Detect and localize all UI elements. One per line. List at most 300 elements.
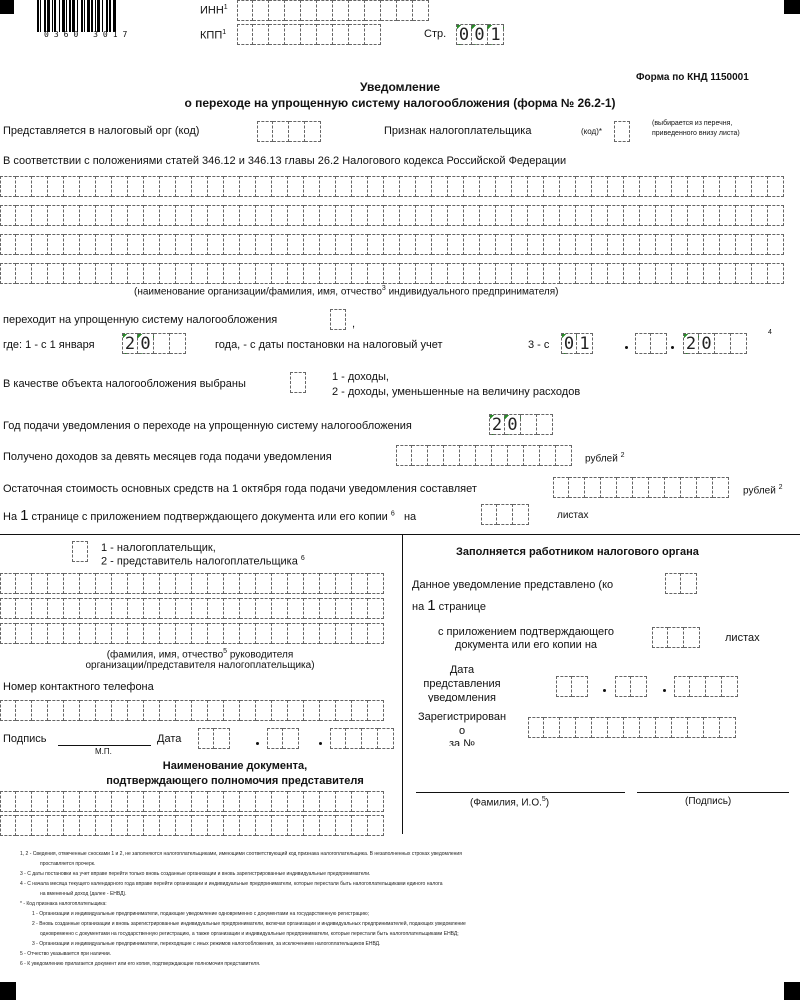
char-cell[interactable] bbox=[496, 234, 512, 255]
char-cell[interactable] bbox=[640, 263, 656, 284]
char-cell[interactable] bbox=[272, 263, 288, 284]
char-cell[interactable] bbox=[80, 234, 96, 255]
page-number-field[interactable] bbox=[456, 24, 504, 45]
char-cell[interactable] bbox=[0, 623, 16, 644]
char-cell[interactable] bbox=[544, 176, 560, 197]
char-cell[interactable] bbox=[688, 176, 704, 197]
representative-option-field[interactable] bbox=[72, 541, 88, 562]
char-cell[interactable] bbox=[128, 234, 144, 255]
char-cell[interactable] bbox=[64, 573, 80, 594]
char-cell[interactable] bbox=[416, 176, 432, 197]
transition-option-field[interactable] bbox=[330, 309, 346, 330]
grid-row[interactable] bbox=[0, 205, 784, 226]
char-cell[interactable] bbox=[304, 598, 320, 619]
char-cell[interactable] bbox=[96, 234, 112, 255]
char-cell[interactable] bbox=[240, 598, 256, 619]
char-cell[interactable] bbox=[64, 598, 80, 619]
char-cell[interactable] bbox=[672, 176, 688, 197]
char-cell[interactable] bbox=[32, 573, 48, 594]
char-cell[interactable] bbox=[0, 700, 16, 721]
char-cell[interactable] bbox=[0, 598, 16, 619]
char-cell[interactable] bbox=[128, 176, 144, 197]
char-cell[interactable] bbox=[320, 263, 336, 284]
char-cell[interactable] bbox=[112, 791, 128, 812]
char-cell[interactable] bbox=[0, 573, 16, 594]
char-cell[interactable] bbox=[624, 234, 640, 255]
char-cell[interactable] bbox=[80, 623, 96, 644]
char-cell[interactable] bbox=[112, 700, 128, 721]
char-cell[interactable] bbox=[368, 598, 384, 619]
char-cell[interactable] bbox=[0, 205, 16, 226]
char-cell[interactable] bbox=[208, 700, 224, 721]
char-cell[interactable] bbox=[64, 176, 80, 197]
char-cell[interactable] bbox=[704, 205, 720, 226]
char-cell[interactable] bbox=[160, 176, 176, 197]
char-cell[interactable] bbox=[640, 176, 656, 197]
char-cell[interactable] bbox=[96, 176, 112, 197]
date-year-field[interactable] bbox=[683, 333, 747, 354]
char-cell[interactable] bbox=[400, 263, 416, 284]
char-cell[interactable] bbox=[736, 234, 752, 255]
char-cell[interactable] bbox=[144, 263, 160, 284]
char-cell[interactable] bbox=[720, 176, 736, 197]
right-date-day-field[interactable] bbox=[556, 676, 588, 697]
char-cell[interactable] bbox=[352, 815, 368, 836]
char-cell[interactable] bbox=[176, 234, 192, 255]
char-cell[interactable] bbox=[160, 700, 176, 721]
char-cell[interactable] bbox=[32, 623, 48, 644]
char-cell[interactable] bbox=[32, 598, 48, 619]
jan-year-field[interactable] bbox=[122, 333, 186, 354]
char-cell[interactable] bbox=[112, 263, 128, 284]
grid-row[interactable] bbox=[0, 263, 784, 284]
char-cell[interactable] bbox=[192, 263, 208, 284]
char-cell[interactable] bbox=[48, 234, 64, 255]
char-cell[interactable] bbox=[736, 176, 752, 197]
char-cell[interactable] bbox=[464, 205, 480, 226]
char-cell[interactable] bbox=[48, 205, 64, 226]
char-cell[interactable] bbox=[32, 205, 48, 226]
char-cell[interactable] bbox=[672, 263, 688, 284]
char-cell[interactable] bbox=[496, 263, 512, 284]
char-cell[interactable] bbox=[352, 205, 368, 226]
char-cell[interactable] bbox=[160, 205, 176, 226]
char-cell[interactable] bbox=[192, 791, 208, 812]
char-cell[interactable] bbox=[736, 263, 752, 284]
char-cell[interactable] bbox=[656, 234, 672, 255]
char-cell[interactable] bbox=[288, 700, 304, 721]
char-cell[interactable] bbox=[256, 815, 272, 836]
char-cell[interactable] bbox=[16, 598, 32, 619]
char-cell[interactable] bbox=[256, 598, 272, 619]
char-cell[interactable] bbox=[192, 815, 208, 836]
char-cell[interactable] bbox=[368, 234, 384, 255]
char-cell[interactable] bbox=[16, 263, 32, 284]
kpp-field[interactable] bbox=[237, 24, 381, 45]
char-cell[interactable] bbox=[144, 598, 160, 619]
char-cell[interactable] bbox=[416, 205, 432, 226]
char-cell[interactable] bbox=[224, 815, 240, 836]
char-cell[interactable] bbox=[64, 700, 80, 721]
char-cell[interactable] bbox=[320, 598, 336, 619]
char-cell[interactable] bbox=[272, 623, 288, 644]
char-cell[interactable] bbox=[0, 234, 16, 255]
char-cell[interactable] bbox=[256, 791, 272, 812]
char-cell[interactable] bbox=[304, 791, 320, 812]
char-cell[interactable] bbox=[416, 234, 432, 255]
grid-row[interactable] bbox=[0, 176, 784, 197]
char-cell[interactable] bbox=[464, 234, 480, 255]
char-cell[interactable] bbox=[288, 176, 304, 197]
char-cell[interactable] bbox=[176, 263, 192, 284]
char-cell[interactable] bbox=[0, 815, 16, 836]
tax-authority-code-field[interactable] bbox=[257, 121, 321, 142]
char-cell[interactable] bbox=[256, 623, 272, 644]
char-cell[interactable] bbox=[112, 815, 128, 836]
char-cell[interactable] bbox=[608, 234, 624, 255]
char-cell[interactable] bbox=[144, 205, 160, 226]
char-cell[interactable] bbox=[128, 263, 144, 284]
char-cell[interactable] bbox=[288, 205, 304, 226]
char-cell[interactable] bbox=[400, 234, 416, 255]
char-cell[interactable] bbox=[160, 623, 176, 644]
char-cell[interactable] bbox=[752, 263, 768, 284]
registration-number-field[interactable] bbox=[528, 717, 736, 738]
char-cell[interactable] bbox=[48, 598, 64, 619]
char-cell[interactable] bbox=[240, 623, 256, 644]
officer-sign-line[interactable] bbox=[637, 792, 789, 793]
char-cell[interactable] bbox=[304, 573, 320, 594]
char-cell[interactable] bbox=[608, 205, 624, 226]
char-cell[interactable] bbox=[544, 263, 560, 284]
char-cell[interactable] bbox=[320, 791, 336, 812]
char-cell[interactable] bbox=[320, 700, 336, 721]
char-cell[interactable] bbox=[352, 598, 368, 619]
char-cell[interactable] bbox=[112, 234, 128, 255]
char-cell[interactable] bbox=[64, 623, 80, 644]
char-cell[interactable] bbox=[16, 573, 32, 594]
char-cell[interactable] bbox=[32, 815, 48, 836]
char-cell[interactable] bbox=[368, 815, 384, 836]
char-cell[interactable] bbox=[336, 700, 352, 721]
char-cell[interactable] bbox=[224, 623, 240, 644]
char-cell[interactable] bbox=[160, 263, 176, 284]
char-cell[interactable] bbox=[352, 623, 368, 644]
char-cell[interactable] bbox=[240, 176, 256, 197]
char-cell[interactable] bbox=[192, 623, 208, 644]
char-cell[interactable] bbox=[560, 176, 576, 197]
char-cell[interactable] bbox=[128, 623, 144, 644]
char-cell[interactable] bbox=[208, 234, 224, 255]
char-cell[interactable] bbox=[64, 263, 80, 284]
char-cell[interactable] bbox=[336, 205, 352, 226]
char-cell[interactable] bbox=[288, 573, 304, 594]
char-cell[interactable] bbox=[176, 573, 192, 594]
char-cell[interactable] bbox=[752, 176, 768, 197]
char-cell[interactable] bbox=[80, 700, 96, 721]
char-cell[interactable] bbox=[272, 573, 288, 594]
char-cell[interactable] bbox=[336, 815, 352, 836]
char-cell[interactable] bbox=[368, 623, 384, 644]
char-cell[interactable] bbox=[768, 176, 784, 197]
char-cell[interactable] bbox=[208, 623, 224, 644]
char-cell[interactable] bbox=[512, 205, 528, 226]
char-cell[interactable] bbox=[768, 205, 784, 226]
char-cell[interactable] bbox=[80, 205, 96, 226]
signature-line[interactable] bbox=[58, 745, 151, 746]
char-cell[interactable] bbox=[64, 815, 80, 836]
left-date-day-field[interactable] bbox=[198, 728, 230, 749]
char-cell[interactable] bbox=[384, 263, 400, 284]
char-cell[interactable] bbox=[384, 205, 400, 226]
char-cell[interactable] bbox=[720, 234, 736, 255]
income-field[interactable] bbox=[396, 445, 572, 466]
char-cell[interactable] bbox=[624, 205, 640, 226]
char-cell[interactable] bbox=[144, 815, 160, 836]
object-option-field[interactable] bbox=[290, 372, 306, 393]
char-cell[interactable] bbox=[176, 623, 192, 644]
char-cell[interactable] bbox=[128, 815, 144, 836]
char-cell[interactable] bbox=[624, 176, 640, 197]
char-cell[interactable] bbox=[352, 573, 368, 594]
char-cell[interactable] bbox=[352, 791, 368, 812]
char-cell[interactable] bbox=[592, 205, 608, 226]
char-cell[interactable] bbox=[320, 176, 336, 197]
char-cell[interactable] bbox=[224, 176, 240, 197]
inn-field[interactable] bbox=[237, 0, 429, 21]
char-cell[interactable] bbox=[80, 598, 96, 619]
char-cell[interactable] bbox=[416, 263, 432, 284]
char-cell[interactable] bbox=[192, 205, 208, 226]
char-cell[interactable] bbox=[336, 791, 352, 812]
char-cell[interactable] bbox=[528, 263, 544, 284]
char-cell[interactable] bbox=[224, 263, 240, 284]
char-cell[interactable] bbox=[288, 815, 304, 836]
char-cell[interactable] bbox=[336, 623, 352, 644]
char-cell[interactable] bbox=[304, 623, 320, 644]
char-cell[interactable] bbox=[272, 598, 288, 619]
char-cell[interactable] bbox=[192, 700, 208, 721]
char-cell[interactable] bbox=[656, 176, 672, 197]
char-cell[interactable] bbox=[16, 815, 32, 836]
char-cell[interactable] bbox=[96, 815, 112, 836]
char-cell[interactable] bbox=[192, 234, 208, 255]
char-cell[interactable] bbox=[224, 700, 240, 721]
char-cell[interactable] bbox=[64, 234, 80, 255]
char-cell[interactable] bbox=[144, 623, 160, 644]
char-cell[interactable] bbox=[544, 234, 560, 255]
char-cell[interactable] bbox=[48, 623, 64, 644]
char-cell[interactable] bbox=[288, 234, 304, 255]
char-cell[interactable] bbox=[592, 263, 608, 284]
char-cell[interactable] bbox=[496, 205, 512, 226]
char-cell[interactable] bbox=[336, 234, 352, 255]
char-cell[interactable] bbox=[48, 263, 64, 284]
char-cell[interactable] bbox=[96, 791, 112, 812]
char-cell[interactable] bbox=[480, 234, 496, 255]
char-cell[interactable] bbox=[80, 815, 96, 836]
char-cell[interactable] bbox=[16, 700, 32, 721]
char-cell[interactable] bbox=[32, 176, 48, 197]
char-cell[interactable] bbox=[160, 791, 176, 812]
char-cell[interactable] bbox=[304, 700, 320, 721]
char-cell[interactable] bbox=[48, 176, 64, 197]
char-cell[interactable] bbox=[240, 234, 256, 255]
char-cell[interactable] bbox=[112, 598, 128, 619]
char-cell[interactable] bbox=[16, 791, 32, 812]
char-cell[interactable] bbox=[96, 573, 112, 594]
grid-row[interactable] bbox=[0, 234, 784, 255]
char-cell[interactable] bbox=[272, 815, 288, 836]
char-cell[interactable] bbox=[176, 815, 192, 836]
char-cell[interactable] bbox=[48, 815, 64, 836]
char-cell[interactable] bbox=[448, 205, 464, 226]
char-cell[interactable] bbox=[336, 263, 352, 284]
char-cell[interactable] bbox=[688, 205, 704, 226]
char-cell[interactable] bbox=[448, 263, 464, 284]
char-cell[interactable] bbox=[144, 176, 160, 197]
left-date-month-field[interactable] bbox=[267, 728, 299, 749]
char-cell[interactable] bbox=[624, 263, 640, 284]
notice-year-field[interactable] bbox=[489, 414, 553, 435]
char-cell[interactable] bbox=[208, 205, 224, 226]
char-cell[interactable] bbox=[352, 176, 368, 197]
char-cell[interactable] bbox=[144, 791, 160, 812]
char-cell[interactable] bbox=[608, 263, 624, 284]
char-cell[interactable] bbox=[176, 598, 192, 619]
char-cell[interactable] bbox=[320, 205, 336, 226]
right-date-month-field[interactable] bbox=[615, 676, 647, 697]
char-cell[interactable] bbox=[320, 623, 336, 644]
char-cell[interactable] bbox=[528, 176, 544, 197]
char-cell[interactable] bbox=[608, 176, 624, 197]
char-cell[interactable] bbox=[704, 176, 720, 197]
char-cell[interactable] bbox=[320, 234, 336, 255]
char-cell[interactable] bbox=[336, 598, 352, 619]
char-cell[interactable] bbox=[592, 234, 608, 255]
char-cell[interactable] bbox=[480, 263, 496, 284]
char-cell[interactable] bbox=[272, 176, 288, 197]
char-cell[interactable] bbox=[0, 791, 16, 812]
char-cell[interactable] bbox=[592, 176, 608, 197]
pages-sheets-field[interactable] bbox=[481, 504, 529, 525]
char-cell[interactable] bbox=[128, 791, 144, 812]
char-cell[interactable] bbox=[128, 598, 144, 619]
char-cell[interactable] bbox=[304, 234, 320, 255]
char-cell[interactable] bbox=[208, 791, 224, 812]
char-cell[interactable] bbox=[576, 263, 592, 284]
char-cell[interactable] bbox=[96, 205, 112, 226]
char-cell[interactable] bbox=[144, 234, 160, 255]
char-cell[interactable] bbox=[192, 598, 208, 619]
char-cell[interactable] bbox=[496, 176, 512, 197]
char-cell[interactable] bbox=[272, 791, 288, 812]
char-cell[interactable] bbox=[208, 263, 224, 284]
char-cell[interactable] bbox=[256, 263, 272, 284]
char-cell[interactable] bbox=[432, 205, 448, 226]
char-cell[interactable] bbox=[224, 791, 240, 812]
date-day-field[interactable] bbox=[561, 333, 593, 354]
char-cell[interactable] bbox=[688, 263, 704, 284]
char-cell[interactable] bbox=[304, 205, 320, 226]
grid-row[interactable] bbox=[0, 791, 384, 812]
char-cell[interactable] bbox=[224, 205, 240, 226]
char-cell[interactable] bbox=[176, 700, 192, 721]
char-cell[interactable] bbox=[128, 205, 144, 226]
char-cell[interactable] bbox=[48, 573, 64, 594]
submitted-code-field[interactable] bbox=[665, 573, 697, 594]
officer-name-line[interactable] bbox=[416, 792, 625, 793]
char-cell[interactable] bbox=[288, 598, 304, 619]
char-cell[interactable] bbox=[240, 815, 256, 836]
char-cell[interactable] bbox=[288, 263, 304, 284]
char-cell[interactable] bbox=[768, 263, 784, 284]
char-cell[interactable] bbox=[16, 176, 32, 197]
grid-row[interactable] bbox=[0, 573, 384, 594]
assets-field[interactable] bbox=[553, 477, 729, 498]
char-cell[interactable] bbox=[560, 205, 576, 226]
char-cell[interactable] bbox=[256, 573, 272, 594]
char-cell[interactable] bbox=[96, 623, 112, 644]
char-cell[interactable] bbox=[32, 234, 48, 255]
char-cell[interactable] bbox=[208, 598, 224, 619]
char-cell[interactable] bbox=[240, 205, 256, 226]
char-cell[interactable] bbox=[400, 205, 416, 226]
char-cell[interactable] bbox=[0, 176, 16, 197]
char-cell[interactable] bbox=[640, 234, 656, 255]
char-cell[interactable] bbox=[112, 573, 128, 594]
char-cell[interactable] bbox=[384, 234, 400, 255]
char-cell[interactable] bbox=[464, 263, 480, 284]
char-cell[interactable] bbox=[752, 205, 768, 226]
right-date-year-field[interactable] bbox=[674, 676, 738, 697]
char-cell[interactable] bbox=[528, 205, 544, 226]
char-cell[interactable] bbox=[480, 205, 496, 226]
char-cell[interactable] bbox=[224, 598, 240, 619]
char-cell[interactable] bbox=[16, 623, 32, 644]
char-cell[interactable] bbox=[64, 205, 80, 226]
char-cell[interactable] bbox=[80, 176, 96, 197]
char-cell[interactable] bbox=[352, 234, 368, 255]
char-cell[interactable] bbox=[336, 176, 352, 197]
char-cell[interactable] bbox=[720, 205, 736, 226]
char-cell[interactable] bbox=[272, 700, 288, 721]
char-cell[interactable] bbox=[0, 263, 16, 284]
char-cell[interactable] bbox=[368, 700, 384, 721]
char-cell[interactable] bbox=[672, 234, 688, 255]
char-cell[interactable] bbox=[432, 176, 448, 197]
char-cell[interactable] bbox=[112, 623, 128, 644]
char-cell[interactable] bbox=[656, 205, 672, 226]
char-cell[interactable] bbox=[304, 176, 320, 197]
char-cell[interactable] bbox=[352, 700, 368, 721]
char-cell[interactable] bbox=[560, 234, 576, 255]
char-cell[interactable] bbox=[448, 234, 464, 255]
char-cell[interactable] bbox=[272, 234, 288, 255]
char-cell[interactable] bbox=[576, 205, 592, 226]
char-cell[interactable] bbox=[736, 205, 752, 226]
char-cell[interactable] bbox=[704, 263, 720, 284]
char-cell[interactable] bbox=[160, 234, 176, 255]
char-cell[interactable] bbox=[576, 234, 592, 255]
char-cell[interactable] bbox=[80, 263, 96, 284]
char-cell[interactable] bbox=[768, 234, 784, 255]
char-cell[interactable] bbox=[720, 263, 736, 284]
char-cell[interactable] bbox=[32, 263, 48, 284]
char-cell[interactable] bbox=[176, 176, 192, 197]
char-cell[interactable] bbox=[480, 176, 496, 197]
char-cell[interactable] bbox=[64, 791, 80, 812]
